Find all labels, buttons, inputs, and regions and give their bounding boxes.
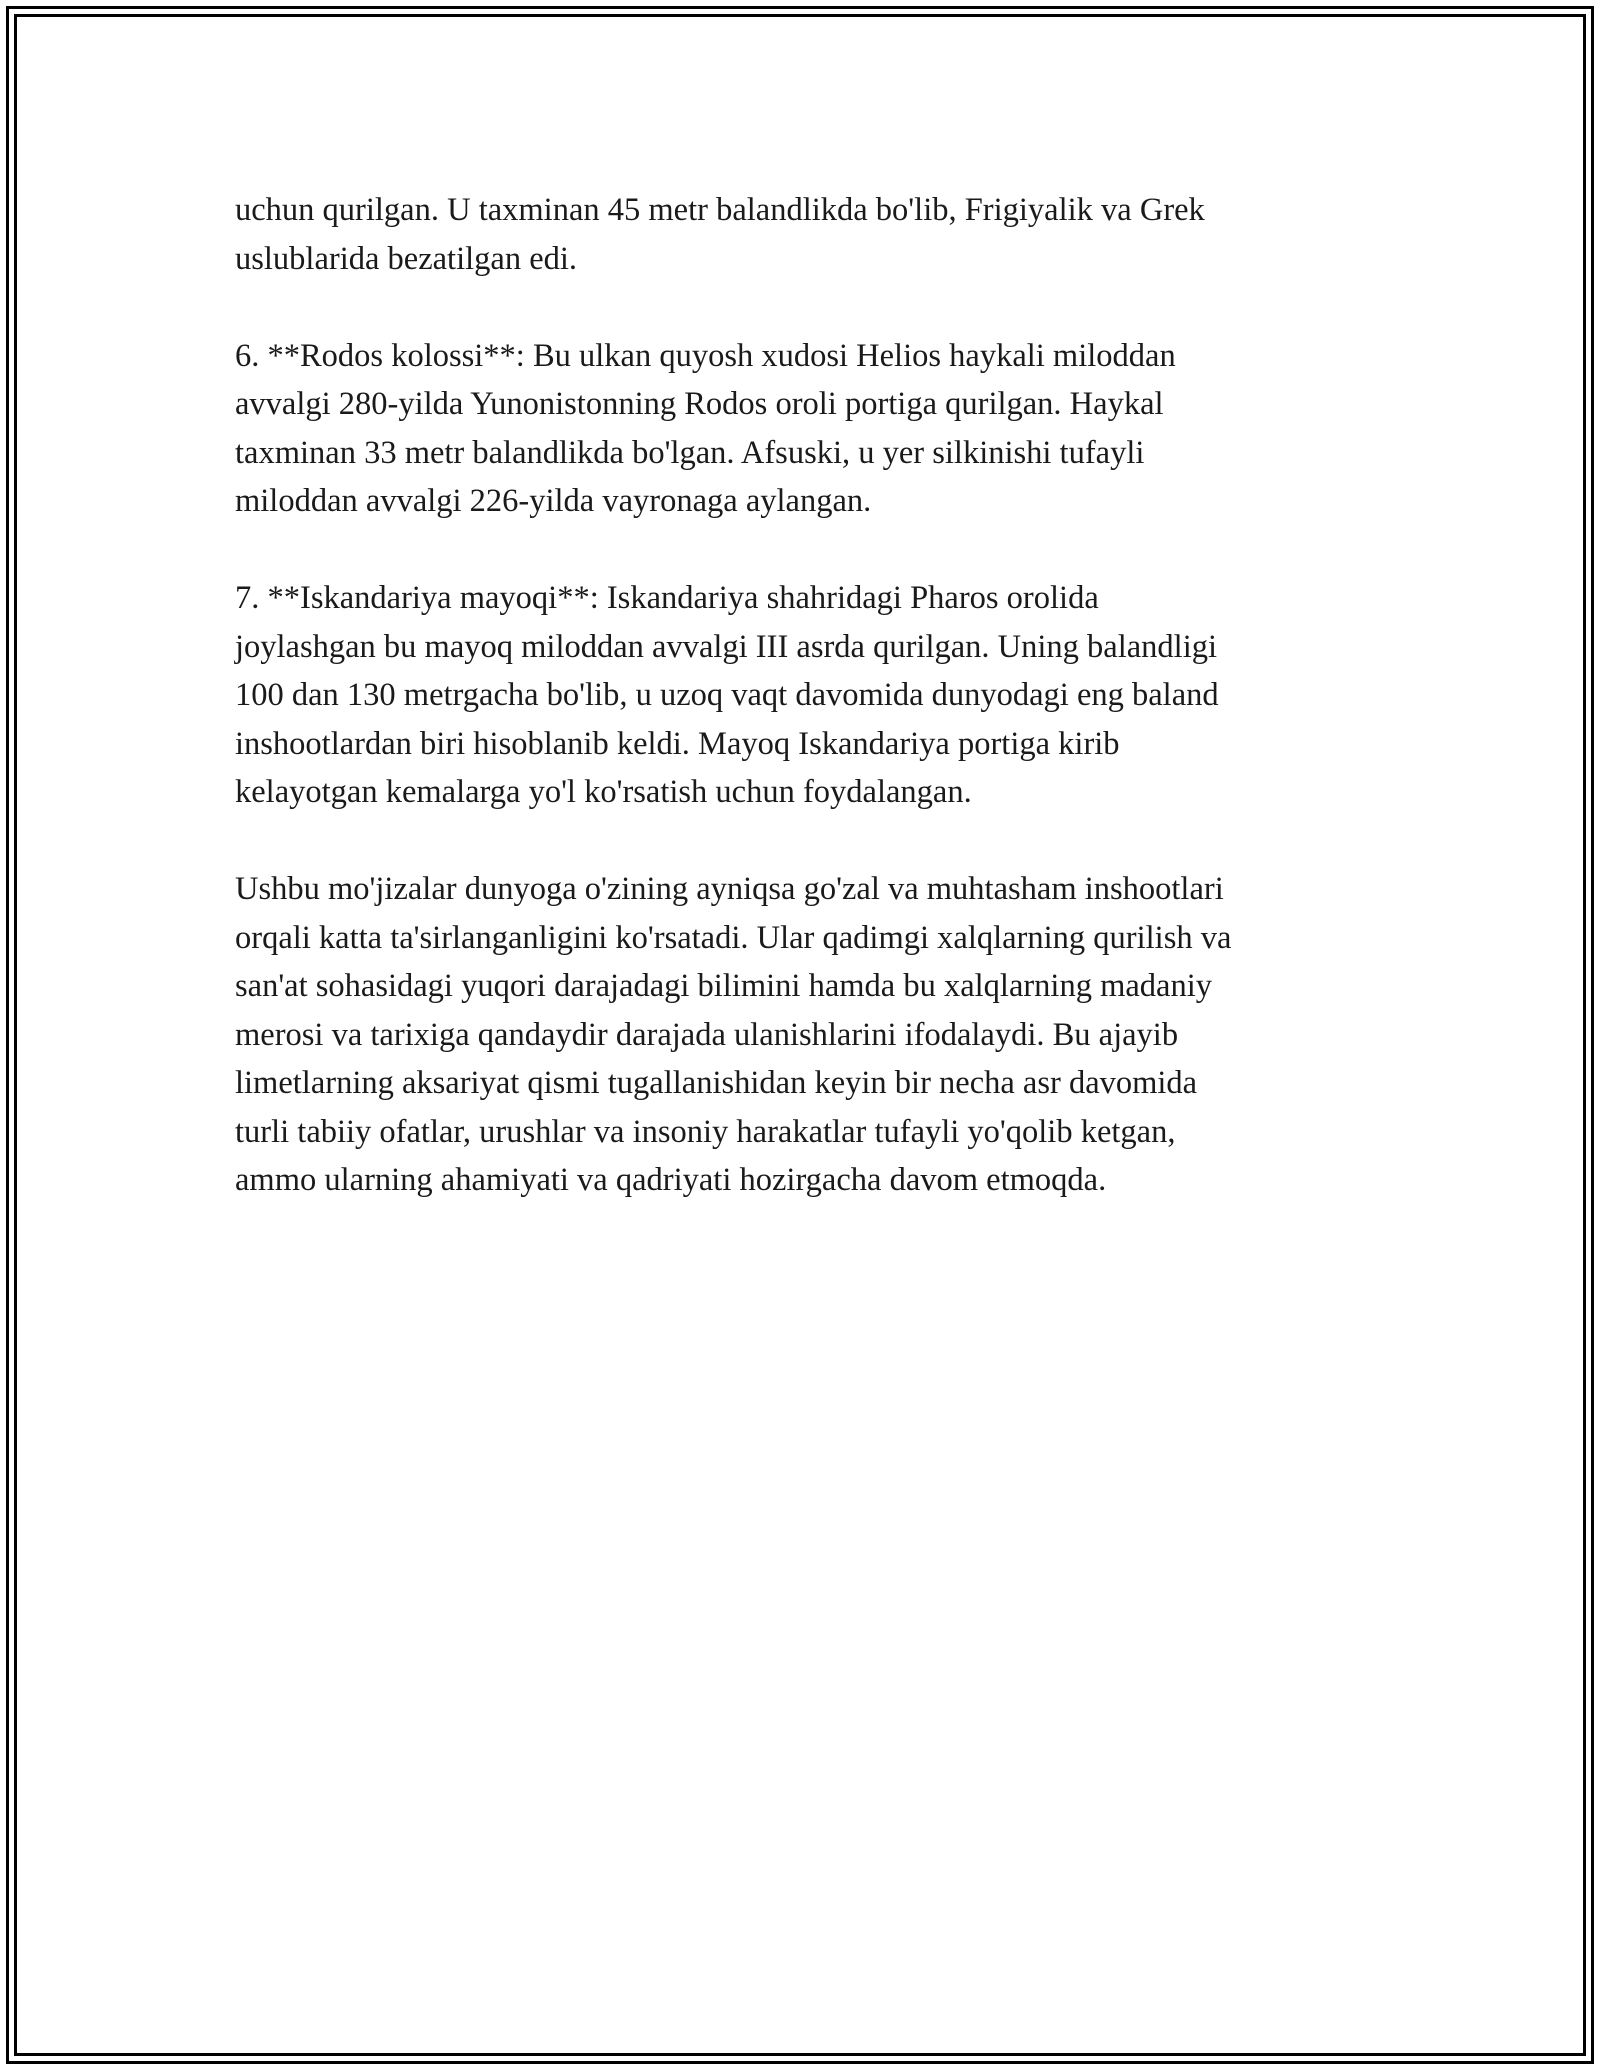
text-line: san'at sohasidagi yuqori darajadagi bilimini hamda bu xalqlarning madaniy <box>235 968 1212 1004</box>
text-line: uchun qurilgan. U taxminan 45 metr balandlikda bo'lib, Frigiyalik va Grek <box>235 192 1205 228</box>
paragraph-rodos-kolossi <box>235 332 1375 526</box>
text-line: ammo ularning ahamiyati va qadriyati hozirgacha davom etmoqda. <box>235 1162 1107 1198</box>
text-line: 100 dan 130 metrgacha bo'lib, u uzoq vaqt davomida dunyodagi eng baland <box>235 677 1219 713</box>
paragraph-continuation <box>235 186 1375 283</box>
text-line: uslublarida bezatilgan edi. <box>235 240 578 277</box>
text-line: taxminan 33 metr balandlikda bo'lgan. Afsuski, u yer silkinishi tufayli <box>235 434 1145 471</box>
paragraph-iskandariya-mayoqi <box>235 574 1375 817</box>
text-line: limetlarning aksariyat qismi tugallanishidan keyin bir necha asr davomida <box>235 1065 1198 1101</box>
text-line: 7. **Iskandariya mayoqi**: Iskandariya shahridagi Pharos orolida <box>235 580 1099 616</box>
text-line: miloddan avvalgi 226-yilda vayronaga aylangan. <box>235 483 872 519</box>
paragraph-conclusion <box>235 865 1375 1205</box>
text-line: orqali katta ta'sirlanganligini ko'rsatadi. Ular qadimgi xalqlarning qurilish va <box>235 919 1232 956</box>
text-line: merosi va tarixiga qandaydir darajada ulanishlarini ifodalaydi. Bu ajayib <box>235 1016 1179 1053</box>
document-body <box>235 186 1375 1253</box>
text-line: 6. **Rodos kolossi**: Bu ulkan quyosh xudosi Helios haykali miloddan <box>235 337 1176 374</box>
text-line: kelayotgan kemalarga yo'l ko'rsatish uchun foydalangan. <box>235 774 972 810</box>
text-line: turli tabiiy ofatlar, urushlar va insoniy harakatlar tufayli yo'qolib ketgan, <box>235 1113 1176 1150</box>
text-line: Ushbu mo'jizalar dunyoga o'zining ayniqsa go'zal va muhtasham inshootlari <box>235 871 1224 907</box>
text-line: joylashgan bu mayoq miloddan avvalgi III asrda qurilgan. Uning balandligi <box>235 628 1217 665</box>
text-line: inshootlardan biri hisoblanib keldi. Mayoq Iskandariya portiga kirib <box>235 725 1120 762</box>
text-line: avvalgi 280-yilda Yunonistonning Rodos oroli portiga qurilgan. Haykal <box>235 386 1164 422</box>
